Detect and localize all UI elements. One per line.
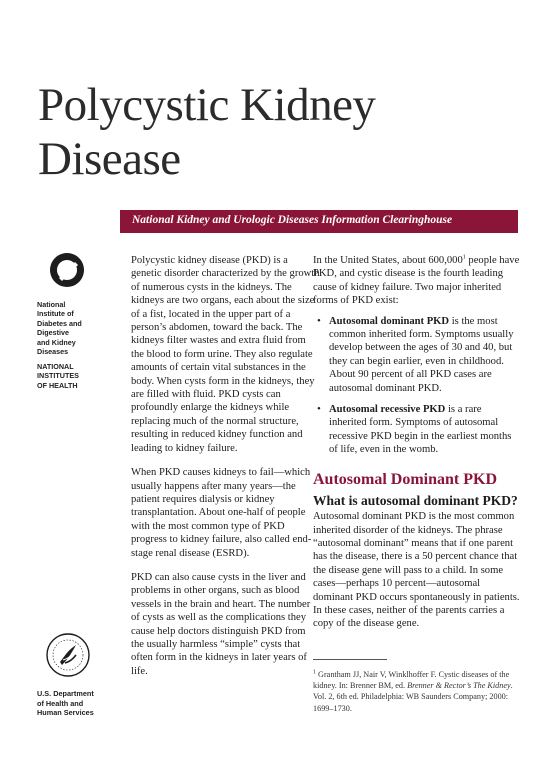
list-item	[313, 403, 521, 457]
niddk-name	[37, 300, 117, 356]
bullet-term: Autosomal dominant PKD	[329, 315, 450, 327]
footnote-text: Grantham JJ, Nair V, Winklhoffer F. Cystic diseases of the kidney. In: Brenner BM, ed.	[313, 670, 510, 691]
nih-line: INSTITUTES	[37, 371, 79, 381]
left-column	[131, 254, 320, 689]
paragraph-other-organs: PKD can also cause cysts in the liver and problems in other organs, such as blood vessels in the brain and heart. The number of cysts as well as the complications they cause help doctors distinguish PKD from the usually harmless “simple” cysts that often form in the kidneys in later years of life.	[131, 571, 311, 677]
paragraph-autosomal-dominant: Autosomal dominant PKD is the most common inherited disorder of the kidneys. The phrase “autosomal dominant” means that if one parent has the disease, there is a 50 percent chance that the disease gene will pass to a child. In some cases—perhaps 10 percent—autosomal dominant PKD occurs spontaneously in patients. In these cases, neither of the parents carries a copy of the disease gene.	[313, 511, 520, 630]
agency-line: National	[37, 300, 66, 309]
footnote-ref: 1	[462, 254, 466, 261]
agency-line: and Kidney	[37, 337, 76, 347]
footnote	[313, 669, 523, 714]
section-heading: Autosomal Dominant PKD	[313, 470, 498, 488]
bullet-text: is the most common inherited form. Symptoms usually develop between the ages of 30 and 40, but they can begin earlier, even in childhood. About 90 percent of all PKD cases are autosomal dominant PKD.	[329, 315, 514, 394]
paragraph-intro: Polycystic kidney disease (PKD) is a genetic disorder characterized by the growth of numerous cysts in the kidneys. The kidneys are two organs, each about the size of a fist, located in the upper part of a person’s abdomen, toward the back. The kidneys filter wastes and extra fluid from the blood to form urine. They also regulate amounts of certain vital substances in the body. When cysts form in the kidneys, they are filled with fluid. PKD cysts can profoundly enlarge the kidneys while replacing much of the normal structure, resulting in reduced kidney function and leading to kidney failure.	[131, 255, 320, 454]
footnote-text-cont: . Vol. 2, 6th ed. Philadelphia: WB Saunders Company; 2000: 1699–1730.	[313, 681, 513, 713]
hhs-name	[37, 689, 94, 718]
title-line-1: Polycystic Kidney	[38, 79, 376, 131]
niddk-logo-icon	[47, 250, 87, 290]
prevalence-text: In the United States, about 600,000	[313, 255, 463, 266]
right-column	[313, 254, 521, 642]
footnote-divider	[313, 659, 387, 660]
banner-text: National Kidney and Urologic Diseases Information Clearinghouse	[132, 214, 453, 226]
pkd-forms-list	[313, 315, 521, 457]
nih-line: NATIONAL	[37, 362, 74, 371]
subsection-heading: What is autosomal dominant PKD?	[313, 492, 518, 508]
hhs-line: U.S. Department	[37, 689, 94, 698]
agency-line: Diseases	[37, 347, 69, 357]
hhs-line: Human Services	[37, 708, 94, 717]
nih-name	[37, 362, 117, 390]
prevalence-text-cont: people have PKD, and cystic disease is the fourth leading cause of kidney failure. Two major inherited forms of PKD exist:	[313, 255, 520, 307]
footnote-number: 1	[313, 669, 316, 676]
paragraph-kidney-failure: When PKD causes kidneys to fail—which usually happens after many years—the patient requires dialysis or kidney transplantation. About one-half of people with the most common type of PKD progress to kidney failure, also called end-stage renal disease (ESRD).	[131, 467, 312, 559]
bullet-text: is a rare inherited form. Symptoms of autosomal recessive PKD begin in the earliest months of life, even in the womb.	[329, 404, 512, 456]
hhs-line: of Health and	[37, 698, 84, 708]
footnote-book-title: Brenner & Rector’s The Kidney	[407, 681, 511, 691]
clearinghouse-banner	[120, 210, 518, 233]
agency-line: Diabetes and	[37, 318, 82, 328]
nih-line: OF HEALTH	[37, 380, 78, 390]
hhs-seal-icon	[45, 632, 91, 678]
agency-line: Institute of	[37, 309, 74, 319]
agency-line: Digestive	[37, 328, 69, 338]
title-line-2: Disease	[38, 133, 181, 185]
list-item	[313, 315, 521, 395]
paragraph-prevalence	[313, 254, 521, 308]
bullet-term: Autosomal recessive PKD	[329, 404, 446, 416]
document-title	[38, 78, 518, 186]
